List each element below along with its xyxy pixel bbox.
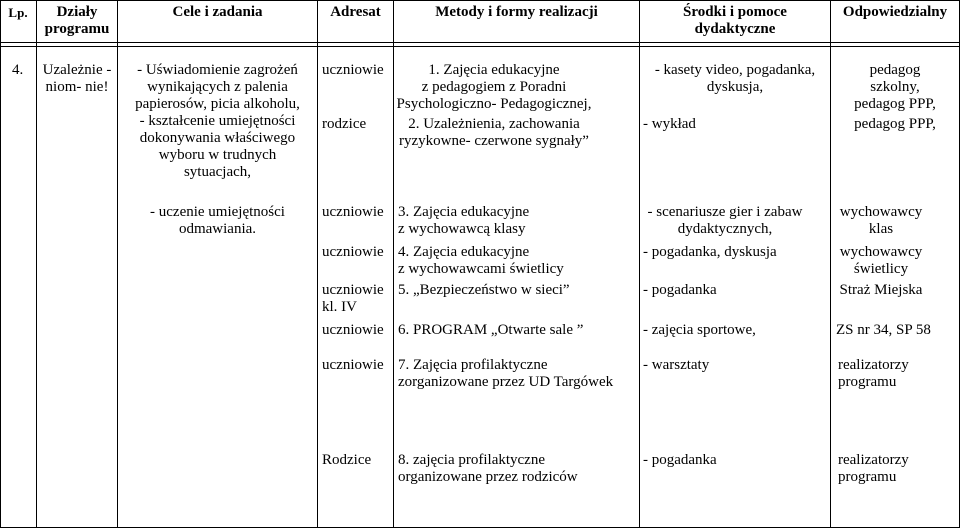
srodki-1 (640, 62, 830, 96)
adresat-line: kl. IV (322, 299, 357, 315)
odp-line: programu (838, 374, 897, 390)
cele-block-1 (118, 62, 317, 181)
srodki-6: - zajęcia sportowe, (643, 322, 756, 338)
metoda-line: 8. zajęcia profilaktyczne (398, 452, 545, 468)
grid-line-h1 (0, 42, 960, 43)
cele-line: - Uświadomienie zagrożeń (137, 62, 298, 78)
row-dzial (37, 62, 117, 96)
cele-line: - uczenie umiejętności (150, 204, 285, 220)
srodki-8: - pogadanka (643, 452, 717, 468)
row-dzial-line2: niom- nie! (45, 79, 109, 95)
metoda-line: 7. Zajęcia profilaktyczne (398, 357, 548, 373)
srodki-4: - pogadanka, dyskusja (643, 244, 777, 260)
metoda-8 (398, 452, 578, 486)
metoda-line: organizowane przez rodziców (398, 469, 578, 485)
cele-line: dokonywania właściwego (139, 130, 296, 146)
metoda-line: Psychologiczno- Pedagogicznej, (396, 96, 592, 112)
metoda-2 (394, 116, 594, 150)
row-lp: 4. (12, 62, 24, 78)
header-metody: Metody i formy realizacji (435, 4, 598, 20)
odp-line: świetlicy (853, 261, 909, 277)
cele-line: wynikających z palenia (147, 79, 288, 95)
metoda-line: z pedagogiem z Poradni (421, 79, 567, 95)
metoda-line: ryzykowne- czerwone sygnały” (399, 133, 589, 149)
odp-3 (831, 204, 931, 238)
header-adresat: Adresat (330, 4, 381, 20)
metoda-line: zorganizowane przez UD Targówek (398, 374, 614, 390)
odp-2: pedagog PPP, (854, 116, 936, 132)
metoda-line: 1. Zajęcia edukacyjne (428, 62, 560, 78)
odp-line: realizatorzy (838, 357, 909, 373)
cele-line: - kształcenie umiejętności (139, 113, 296, 129)
metoda-line: 2. Uzależnienia, zachowania (408, 116, 580, 132)
cele-line: odmawiania. (178, 221, 257, 237)
metoda-line: z wychowawcą klasy (398, 221, 526, 237)
odp-line: pedagog PPP, (854, 96, 936, 112)
metoda-5: 5. „Bezpieczeństwo w sieci” (398, 282, 570, 298)
odp-line: wychowawcy (839, 204, 923, 220)
header-srodki-line2: dydaktyczne (694, 21, 776, 37)
grid-line-h2 (0, 46, 960, 47)
cele-block-2 (118, 204, 317, 238)
odp-line: wychowawcy (839, 244, 923, 260)
metoda-line: z wychowawcami świetlicy (398, 261, 564, 277)
cele-line: wyboru w trudnych (158, 147, 277, 163)
srodki-line: - kasety video, pogadanka, (654, 62, 816, 78)
adresat-8: Rodzice (322, 452, 372, 468)
adresat-4: uczniowie (322, 244, 384, 260)
metoda-1 (394, 62, 594, 113)
srodki-5: - pogadanka (643, 282, 717, 298)
odp-4 (831, 244, 931, 278)
adresat-2: rodzice (322, 116, 367, 132)
srodki-3 (640, 204, 810, 238)
srodki-line: dydaktycznych, (677, 221, 773, 237)
header-lp: Lp. (8, 5, 28, 20)
header-dzialy (37, 4, 117, 38)
adresat-7: uczniowie (322, 357, 384, 373)
adresat-line: uczniowie (322, 282, 384, 298)
odp-line: szkolny, (870, 79, 920, 95)
metoda-7 (398, 357, 613, 391)
odp-line: klas (868, 221, 894, 237)
grid-line-v0 (0, 0, 1, 528)
odp-7 (838, 357, 909, 391)
grid-line-v3 (317, 0, 318, 528)
header-srodki (640, 4, 830, 38)
srodki-7: - warsztaty (643, 357, 710, 373)
metoda-4 (398, 244, 564, 278)
odp-line: programu (838, 469, 897, 485)
odp-6: ZS nr 34, SP 58 (836, 322, 931, 338)
odp-5: Straż Miejska (839, 282, 923, 298)
header-srodki-line1: Środki i pomoce (683, 4, 787, 20)
cele-line: sytuacjach, (183, 164, 252, 180)
adresat-6: uczniowie (322, 322, 384, 338)
header-cele: Cele i zadania (172, 4, 263, 20)
srodki-line: dyskusja, (706, 79, 764, 95)
row-dzial-line1: Uzależnie - (42, 62, 112, 78)
metoda-line: 3. Zajęcia edukacyjne (398, 204, 530, 220)
metoda-6: 6. PROGRAM „Otwarte sale ” (398, 322, 584, 338)
cele-line: papierosów, picia alkoholu, (135, 96, 300, 112)
adresat-1: uczniowie (322, 62, 384, 78)
odp-1 (831, 62, 959, 113)
odp-line: realizatorzy (838, 452, 909, 468)
metoda-line: 4. Zajęcia edukacyjne (398, 244, 530, 260)
grid-line-h0 (0, 0, 960, 1)
adresat-3: uczniowie (322, 204, 384, 220)
header-dzialy-line1: Działy (56, 4, 98, 20)
odp-line: pedagog (869, 62, 921, 78)
header-dzialy-line2: programu (44, 21, 110, 37)
metoda-3 (398, 204, 529, 238)
header-odpowiedzialny: Odpowiedzialny (842, 4, 948, 20)
odp-8 (838, 452, 909, 486)
srodki-2: - wykład (643, 116, 696, 132)
srodki-line: - scenariusze gier i zabaw (647, 204, 803, 220)
adresat-5 (322, 282, 384, 316)
